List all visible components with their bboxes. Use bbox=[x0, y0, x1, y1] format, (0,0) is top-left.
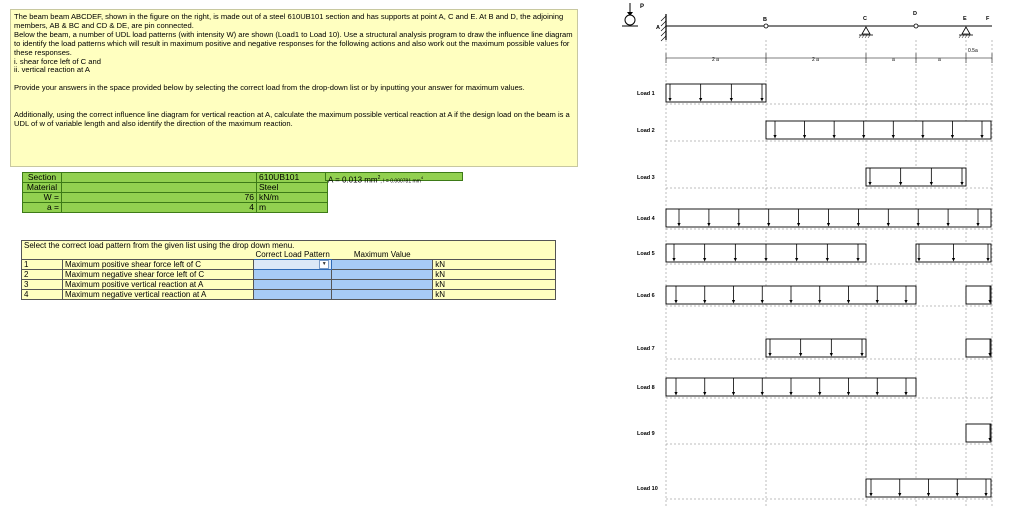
table-row bbox=[22, 260, 556, 270]
row-question: Maximum positive vertical reaction at A bbox=[63, 280, 254, 290]
fixed-support-a bbox=[661, 14, 666, 41]
problem-para-1: The beam beam ABCDEF, shown in the figure on the right, is made out of a steel 610UB101 section and has supports at point A, C and E. At B and D, the adjoining members, AB & BC and CD & DE, are pin connected. bbox=[14, 12, 564, 30]
load-row bbox=[637, 209, 992, 229]
max-value-input-3[interactable] bbox=[332, 280, 433, 290]
load-row bbox=[637, 168, 992, 188]
point-label-e: E bbox=[963, 16, 967, 22]
a-value[interactable]: 4 bbox=[62, 203, 257, 213]
w-value[interactable]: 76 bbox=[62, 193, 257, 203]
dim-de: a bbox=[938, 57, 941, 63]
hdr-blank-1 bbox=[22, 250, 63, 260]
problem-item-1: i. shear force left of C and bbox=[14, 56, 101, 66]
point-label-c: C bbox=[863, 16, 867, 22]
row-unit: kN bbox=[433, 290, 556, 300]
row-unit: kN bbox=[433, 280, 556, 290]
row-number: 3 bbox=[22, 280, 63, 290]
col-max-header: Maximum Value bbox=[332, 250, 433, 260]
material-spacer bbox=[62, 183, 257, 193]
inertia-text: , I = 0.000781 mm bbox=[380, 178, 421, 185]
a-label: a = bbox=[23, 203, 62, 213]
load-row bbox=[637, 378, 992, 398]
load-label: Load 7 bbox=[637, 346, 655, 352]
load-row bbox=[637, 424, 992, 444]
pattern-select-4[interactable] bbox=[254, 290, 332, 300]
hdr-blank-2 bbox=[63, 250, 254, 260]
pattern-select-2[interactable] bbox=[254, 270, 332, 280]
answer-table bbox=[21, 240, 556, 300]
problem-item-2: ii. vertical reaction at A bbox=[14, 65, 90, 75]
instruction: Select the correct load pattern from the given list using the drop down menu. bbox=[22, 241, 556, 251]
problem-para-2: Below the beam, a number of UDL load patterns (with intensity W) are shown (Load1 to Load 10). Use a structural analysis program to draw the influence line diagram to identify the load patterns which will result in maximum positive and negative responses for the following actions and also work out the maximum possible values for these responses. bbox=[14, 29, 573, 57]
pin-support-c bbox=[859, 27, 873, 38]
load-row bbox=[637, 479, 992, 499]
row-question: Maximum negative shear force left of C bbox=[63, 270, 254, 280]
udl-block bbox=[666, 84, 766, 102]
load-label: Load 1 bbox=[637, 91, 655, 97]
udl-block bbox=[766, 339, 866, 357]
max-value-input-2[interactable] bbox=[332, 270, 433, 280]
a-unit: m bbox=[257, 203, 328, 213]
load-label: Load 4 bbox=[637, 216, 655, 222]
pattern-select-3[interactable] bbox=[254, 280, 332, 290]
load-label: Load 3 bbox=[637, 175, 655, 181]
point-load-label: P bbox=[640, 4, 645, 10]
point-label-a: A bbox=[656, 25, 660, 31]
table-row bbox=[22, 280, 556, 290]
max-value-input-4[interactable] bbox=[332, 290, 433, 300]
row-number: 1 bbox=[22, 260, 63, 270]
inertia-sup: 4 bbox=[420, 175, 424, 180]
material-label: Material bbox=[23, 183, 62, 193]
chevron-down-icon[interactable]: ▼ bbox=[319, 260, 329, 269]
max-value-input-1[interactable] bbox=[332, 260, 433, 270]
udl-block bbox=[966, 339, 991, 357]
load-row bbox=[637, 339, 992, 359]
row-number: 4 bbox=[22, 290, 63, 300]
load-label: Load 5 bbox=[637, 251, 655, 257]
col-pattern-header: Correct Load Pattern bbox=[255, 250, 330, 259]
load-label: Load 6 bbox=[637, 293, 655, 299]
hinge-d bbox=[914, 24, 918, 28]
load-row bbox=[637, 84, 992, 104]
pattern-select-1[interactable] bbox=[254, 260, 332, 270]
point-label-d: D bbox=[913, 11, 917, 17]
row-question: Maximum positive shear force left of C bbox=[63, 260, 254, 270]
area-text: A = 0.013 mm bbox=[328, 175, 378, 185]
point-load bbox=[622, 3, 644, 26]
load-label: Load 8 bbox=[637, 385, 655, 391]
load-label: Load 9 bbox=[637, 431, 655, 437]
dim-ef: 0.5a bbox=[968, 48, 978, 54]
w-unit: kN/m bbox=[257, 193, 328, 203]
area-sup: 2 bbox=[377, 175, 381, 181]
row-question: Maximum negative vertical reaction at A bbox=[63, 290, 254, 300]
table-row bbox=[22, 270, 556, 280]
dimension-line bbox=[666, 48, 992, 63]
udl-block bbox=[966, 286, 991, 304]
beam-diagram bbox=[600, 0, 1020, 506]
udl-block bbox=[766, 121, 991, 139]
udl-block bbox=[866, 168, 966, 186]
section-label: Section bbox=[23, 173, 62, 183]
point-label-f: F bbox=[986, 16, 990, 22]
load-patterns bbox=[637, 84, 992, 499]
problem-para-3: Provide your answers in the space provided below by selecting the correct load from the drop-down list or by inputting your answer for maximum values. bbox=[14, 83, 525, 93]
row-unit: kN bbox=[433, 260, 556, 270]
problem-para-4: Additionally, using the correct influence line diagram for vertical reaction at A, calculate the maximum possible vertical reaction at A if the design load on the beam is a UDL of w of variable length and also identify the direction of the maximum reaction. bbox=[14, 110, 570, 129]
input-parameters bbox=[22, 172, 328, 213]
w-label: W = bbox=[23, 193, 62, 203]
grid-lines bbox=[666, 40, 992, 506]
row-number: 2 bbox=[22, 270, 63, 280]
udl-block bbox=[966, 424, 991, 442]
section-spacer bbox=[62, 173, 257, 183]
hdr-blank-3 bbox=[433, 250, 556, 260]
section-properties bbox=[325, 172, 463, 185]
point-load-roller bbox=[625, 15, 635, 25]
problem-statement bbox=[10, 9, 578, 167]
load-label: Load 10 bbox=[637, 486, 658, 492]
load-row bbox=[637, 121, 992, 141]
hinge-b bbox=[764, 24, 768, 28]
load-row bbox=[637, 286, 992, 306]
section-value[interactable]: 610UB101 bbox=[257, 173, 328, 183]
dim-bc: 2 a bbox=[812, 57, 819, 63]
row-unit: kN bbox=[433, 270, 556, 280]
dim-cd: a bbox=[892, 57, 895, 63]
pin-support-e bbox=[959, 27, 973, 38]
table-row bbox=[22, 290, 556, 300]
load-row bbox=[637, 244, 992, 264]
dim-ab: 2 a bbox=[712, 57, 719, 63]
point-label-b: B bbox=[763, 17, 767, 23]
load-label: Load 2 bbox=[637, 128, 655, 134]
material-value[interactable]: Steel bbox=[257, 183, 328, 193]
